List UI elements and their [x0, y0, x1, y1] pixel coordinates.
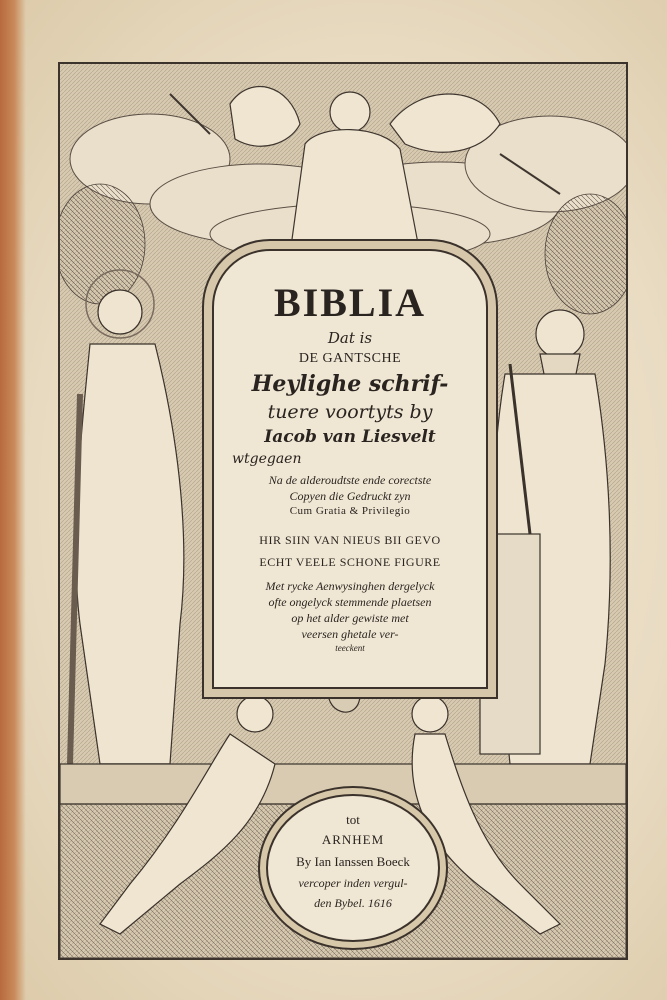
copyen-line: Copyen die Gedruckt zyn — [289, 489, 411, 503]
binding-edge — [0, 0, 26, 1000]
imprint-sign-year: den Bybel. 1616 — [314, 896, 392, 910]
wtgegaen-line: wtgegaen — [232, 451, 302, 467]
book-title: BIBLIA — [273, 280, 427, 325]
title-tablet — [212, 249, 488, 689]
op-het-line: op het alder gewiste met — [291, 611, 409, 625]
met-rycke-line: Met rycke Aenwysinghen dergelyck — [265, 579, 435, 593]
tuere-line: tuere voortyts by — [267, 401, 433, 423]
imprint-cartouche — [266, 794, 440, 942]
jacob-line: Iacob van Liesvelt — [264, 427, 436, 447]
imprint-tot: tot — [346, 812, 360, 827]
ofte-line: ofte ongelyck stemmende plaetsen — [268, 595, 432, 609]
echt-veele-line: ECHT VEELE SCHONE FIGURE — [259, 555, 441, 569]
imprint-printer: By Ian Ianssen Boeck — [296, 854, 410, 869]
hir-siin-line: HIR SIIN VAN NIEUS BII GEVO — [259, 533, 441, 547]
engraved-title-frame — [58, 62, 628, 960]
teeckent-line: teeckent — [335, 643, 365, 653]
cum-gratia-line: Cum Gratia & Privilegio — [289, 505, 411, 517]
dat-is-line: Dat is — [327, 329, 373, 347]
na-de-line: Na de alderoudtste ende corectste — [268, 473, 432, 487]
veersen-line: veersen ghetale ver- — [301, 627, 399, 641]
imprint-city: ARNHEM — [321, 832, 385, 847]
de-gantsche-line: DE GANTSCHE — [298, 351, 402, 366]
heylighe-line: Heylighe schrif- — [251, 371, 449, 397]
imprint-trade: vercoper inden vergul- — [298, 876, 408, 890]
